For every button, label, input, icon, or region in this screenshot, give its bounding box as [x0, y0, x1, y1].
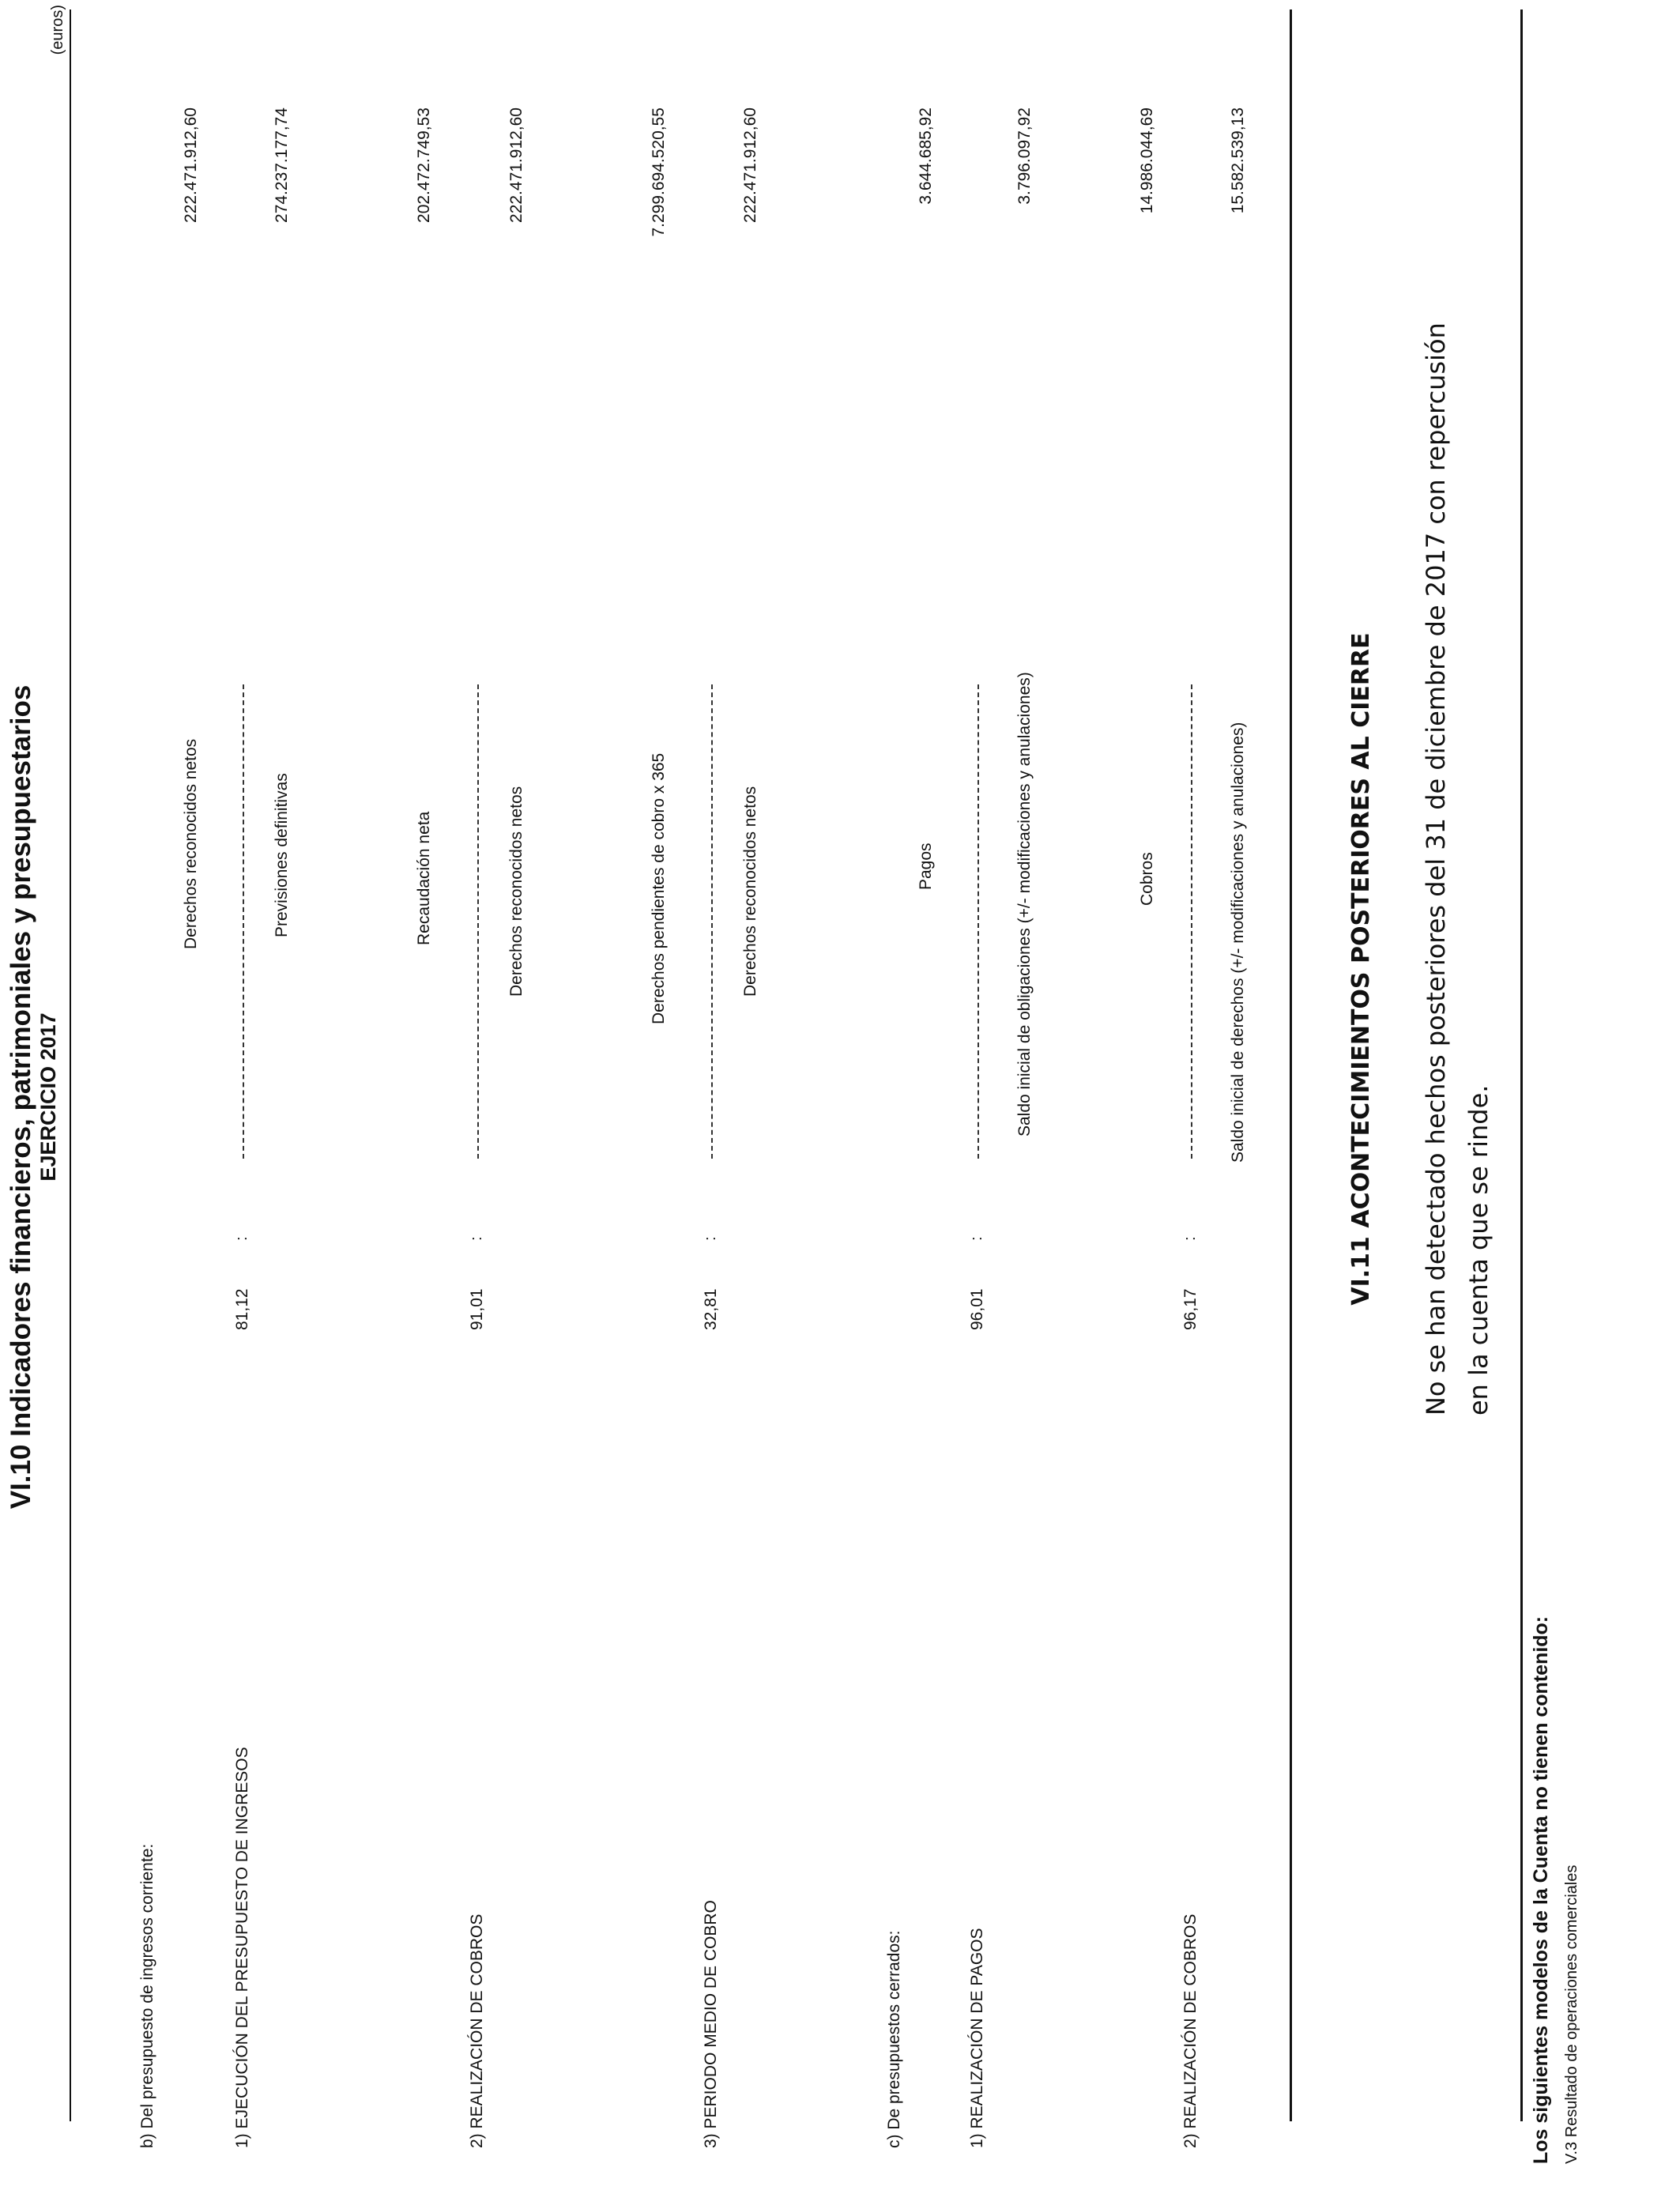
- units-label: (euros): [49, 5, 66, 55]
- indicator-label: 1) EJECUCIÓN DEL PRESUPUESTO DE INGRESOS: [233, 1747, 251, 2148]
- indicator-colon: :: [233, 1236, 250, 1241]
- numerator-value: 7.299.694.520,55: [650, 107, 668, 237]
- footer-rule: [1520, 9, 1523, 2121]
- fraction-line: [243, 684, 244, 1159]
- section-vi11-title: VI.11 ACONTECIMIENTOS POSTERIORES AL CIERRE: [1347, 632, 1375, 1306]
- page-subtitle: EJERCICIO 2017: [36, 1012, 60, 1182]
- indicator-colon: :: [968, 1236, 985, 1241]
- numerator-value: 202.472.749,53: [415, 107, 433, 223]
- denominator-label: Previsiones definitivas: [273, 773, 291, 937]
- denominator-value: 222.471.912,60: [741, 107, 759, 223]
- footer-title: Los siguientes modelos de la Cuenta no tienen contenido:: [1530, 1615, 1552, 2164]
- numerator-label: Cobros: [1138, 852, 1156, 906]
- indicator-result: 91,01: [468, 1288, 486, 1330]
- fraction-line: [477, 684, 479, 1159]
- numerator-value: 14.986.044,69: [1138, 107, 1156, 214]
- indicator-result: 81,12: [233, 1288, 251, 1330]
- numerator-label: Derechos reconocidos netos: [182, 738, 200, 949]
- numerator-value: 3.644.685,92: [917, 107, 935, 205]
- indicator-result: 32,81: [702, 1288, 720, 1330]
- denominator-value: 222.471.912,60: [507, 107, 525, 223]
- indicator-colon: :: [1181, 1236, 1199, 1241]
- fraction-line: [977, 684, 979, 1159]
- indicator-label: 2) REALIZACIÓN DE COBROS: [1181, 1913, 1200, 2148]
- indicator-label: 3) PERIODO MEDIO DE COBRO: [702, 1900, 720, 2148]
- denominator-label: Derechos reconocidos netos: [507, 786, 525, 997]
- denominator-label: Saldo inicial de obligaciones (+/- modificaciones y anulaciones): [1015, 672, 1034, 1137]
- denominator-value: 15.582.539,13: [1229, 107, 1247, 214]
- numerator-value: 222.471.912,60: [182, 107, 200, 223]
- indicator-label: 2) REALIZACIÓN DE COBROS: [468, 1913, 486, 2148]
- footer-item: V.3 Resultado de operaciones comerciales: [1563, 1864, 1580, 2164]
- indicator-label: 1) REALIZACIÓN DE PAGOS: [968, 1928, 986, 2148]
- section-b-heading: b) Del presupuesto de ingresos corriente:: [138, 1843, 156, 2148]
- section-c-heading: c) De presupuestos cerrados:: [885, 1930, 903, 2148]
- section-rule: [1290, 9, 1292, 2121]
- indicator-colon: :: [468, 1236, 485, 1241]
- numerator-label: Recaudación neta: [415, 811, 433, 945]
- indicator-colon: :: [702, 1236, 719, 1241]
- numerator-label: Derechos pendientes de cobro x 365: [650, 752, 668, 1024]
- fraction-line: [1191, 684, 1192, 1159]
- fraction-line: [711, 684, 713, 1159]
- indicator-result: 96,17: [1181, 1288, 1200, 1330]
- numerator-label: Pagos: [917, 843, 935, 890]
- denominator-value: 3.796.097,92: [1015, 107, 1034, 205]
- denominator-value: 274.237.177,74: [273, 107, 291, 223]
- page-title: VI.10 Indicadores financieros, patrimoniales y presupuestarios: [6, 684, 36, 1510]
- section-vi11-body: No se han detectado hechos posteriores del 31 de diciembre de 2017 con repercusión en la cuenta que se rinde.: [1421, 322, 1494, 1416]
- top-rule: [70, 9, 71, 2121]
- indicator-result: 96,01: [968, 1288, 986, 1330]
- denominator-label: Saldo inicial de derechos (+/- modificaciones y anulaciones): [1229, 722, 1247, 1163]
- denominator-label: Derechos reconocidos netos: [741, 786, 759, 997]
